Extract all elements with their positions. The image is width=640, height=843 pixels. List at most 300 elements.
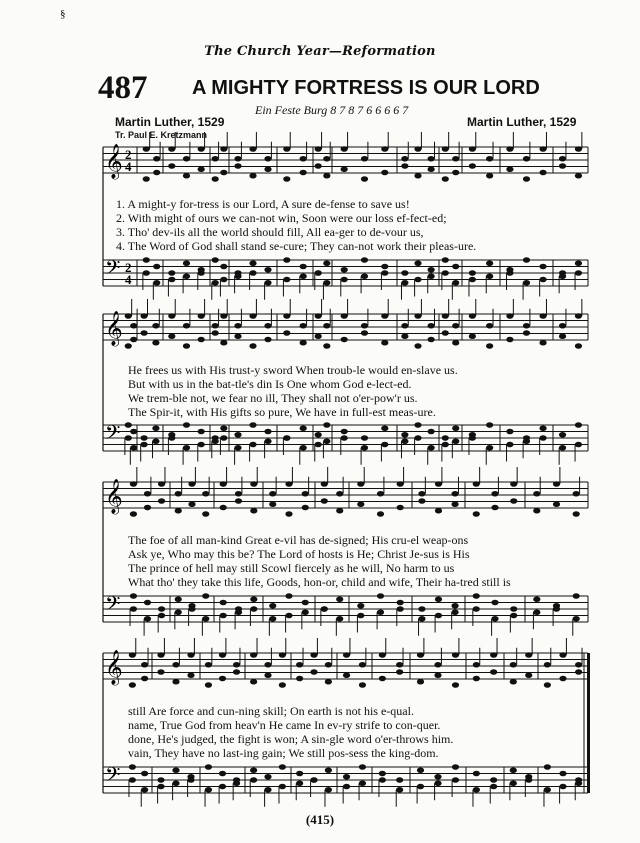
note-head (302, 600, 309, 606)
note-head (175, 596, 182, 602)
note-head (359, 662, 366, 668)
note-head (559, 676, 566, 682)
note-head (523, 280, 530, 286)
note-head (434, 780, 441, 786)
lyric-s4-v1: still Are force and cun-ning skill; On earth is not his e-qual. (128, 704, 414, 718)
note-head (296, 771, 303, 777)
note-head (129, 682, 136, 688)
treble-clef: 𝄞 (105, 650, 123, 685)
note-head (435, 596, 442, 602)
note-head (361, 273, 368, 279)
note-head (144, 600, 151, 606)
note-head (269, 603, 276, 609)
note-head (168, 277, 175, 283)
note-head (523, 323, 530, 329)
note-head (202, 491, 209, 497)
note-head (573, 616, 580, 622)
note-head (452, 340, 459, 346)
lyric-s1-v3: 3. Tho' dev-ils all the world should fill, All ea-ger to de-vour us, (116, 225, 424, 239)
note-head (158, 498, 165, 504)
note-head (125, 435, 132, 441)
note-head (264, 774, 271, 780)
note-head (235, 609, 242, 615)
note-head (381, 146, 388, 152)
note-head (361, 323, 368, 329)
note-head (510, 780, 517, 786)
note-head (285, 481, 292, 487)
note-head (250, 777, 257, 783)
note-head (559, 273, 566, 279)
note-head (401, 280, 408, 286)
time-signature: 4 (125, 159, 132, 174)
note-head (234, 156, 241, 162)
note-head (283, 435, 290, 441)
note-head (506, 146, 513, 152)
note-head (220, 340, 227, 346)
note-head (397, 505, 404, 511)
note-head (553, 606, 560, 612)
note-head (187, 652, 194, 658)
note-head (539, 170, 546, 176)
note-head (220, 146, 227, 152)
music-composer: Martin Luther, 1529 (467, 115, 577, 129)
note-head (153, 280, 160, 286)
note-head (381, 170, 388, 176)
note-head (401, 163, 408, 169)
note-head (220, 277, 227, 283)
lyric-s3-v1: The foe of all man-kind Great e-vil has de-signed; His cru-el weap-ons (128, 533, 469, 547)
note-head (341, 435, 348, 441)
note-head (198, 270, 205, 276)
note-head (302, 609, 309, 615)
note-head (250, 606, 257, 612)
note-head (205, 787, 212, 793)
note-head (510, 613, 517, 619)
note-head (296, 780, 303, 786)
note-head (539, 425, 546, 431)
note-head (300, 425, 307, 431)
note-head (573, 593, 580, 599)
note-head (469, 146, 476, 152)
note-head (539, 146, 546, 152)
note-head (264, 438, 271, 444)
note-head (250, 652, 257, 658)
note-head (315, 333, 322, 339)
note-head (341, 146, 348, 152)
note-head (310, 652, 317, 658)
note-head (428, 273, 435, 279)
note-head (491, 505, 498, 511)
note-head (130, 606, 137, 612)
note-head (341, 277, 348, 283)
note-head (357, 481, 364, 487)
note-head (310, 777, 317, 783)
note-head (491, 600, 498, 606)
note-head (249, 422, 256, 428)
note-head (544, 682, 551, 688)
note-head (533, 609, 540, 615)
note-head (143, 176, 150, 182)
note-head (469, 163, 476, 169)
note-head (323, 280, 330, 286)
note-head (198, 313, 205, 319)
note-head (212, 323, 219, 329)
note-head (343, 652, 350, 658)
note-head (452, 425, 459, 431)
note-head (323, 260, 330, 266)
note-head (418, 491, 425, 497)
note-head (220, 481, 227, 487)
note-head (205, 662, 212, 668)
note-head (325, 767, 332, 773)
note-head (469, 277, 476, 283)
note-head (157, 777, 164, 783)
note-head (357, 603, 364, 609)
note-head (300, 264, 307, 270)
note-head (249, 173, 256, 179)
note-head (325, 787, 332, 793)
note-head (205, 682, 212, 688)
note-head (428, 267, 435, 273)
note-head (559, 445, 566, 451)
note-head (315, 432, 322, 438)
note-head (361, 257, 368, 263)
note-head (452, 652, 459, 658)
note-head (220, 170, 227, 176)
note-head (486, 173, 493, 179)
note-head (506, 270, 513, 276)
note-head (533, 491, 540, 497)
note-head (442, 146, 449, 152)
note-head (523, 156, 530, 162)
note-head (559, 771, 566, 777)
note-head (279, 784, 286, 790)
note-head (300, 273, 307, 279)
note-head (523, 257, 530, 263)
note-head (183, 445, 190, 451)
note-head (323, 438, 330, 444)
note-head (234, 333, 241, 339)
note-head (321, 606, 328, 612)
note-head (490, 777, 497, 783)
note-head (233, 662, 240, 668)
note-head (279, 764, 286, 770)
note-head (325, 679, 332, 685)
note-head (125, 343, 132, 349)
note-head (172, 662, 179, 668)
note-head (153, 264, 160, 270)
note-head (302, 491, 309, 497)
note-head (315, 442, 322, 448)
note-head (451, 603, 458, 609)
note-head (539, 264, 546, 270)
note-head (377, 609, 384, 615)
note-head (220, 435, 227, 441)
note-head (234, 273, 241, 279)
note-head (381, 425, 388, 431)
note-head (434, 672, 441, 678)
note-head (428, 323, 435, 329)
note-head (283, 313, 290, 319)
note-head (486, 445, 493, 451)
note-head (285, 613, 292, 619)
note-head (523, 438, 530, 444)
note-head (336, 508, 343, 514)
note-head (315, 146, 322, 152)
text-author: Martin Luther, 1529 (115, 115, 225, 129)
note-head (172, 679, 179, 685)
note-head (473, 511, 480, 517)
ornament-mark: § (60, 8, 66, 20)
note-head (486, 260, 493, 266)
note-head (141, 771, 148, 777)
note-head (379, 676, 386, 682)
note-head (539, 435, 546, 441)
note-head (220, 600, 227, 606)
note-head (451, 501, 458, 507)
note-head (234, 323, 241, 329)
note-head (361, 435, 368, 441)
note-head (264, 429, 271, 435)
note-head (130, 323, 137, 329)
note-head (442, 442, 449, 448)
section-title: The Church Year—Reformation (204, 44, 436, 59)
note-head (168, 313, 175, 319)
lyric-s2-v1: He frees us with His trust-y sword When troub-le would en-slave us. (128, 363, 458, 377)
note-head (396, 787, 403, 793)
note-head (452, 764, 459, 770)
note-head (343, 774, 350, 780)
note-head (152, 340, 159, 346)
note-head (359, 682, 366, 688)
note-head (359, 780, 366, 786)
note-head (452, 438, 459, 444)
note-head (296, 662, 303, 668)
note-head (341, 313, 348, 319)
note-head (452, 156, 459, 162)
translator-credit: Tr. Paul E. Kretzmann (115, 130, 208, 140)
note-head (491, 616, 498, 622)
note-head (379, 652, 386, 658)
note-head (417, 784, 424, 790)
note-head (175, 491, 182, 497)
note-head (283, 146, 290, 152)
note-head (269, 616, 276, 622)
note-head (397, 481, 404, 487)
note-head (175, 609, 182, 615)
lyric-s4-v3: done, He's judged, the fight is won; A sin-gle word o'er-throws him. (128, 732, 454, 746)
note-head (285, 511, 292, 517)
note-head (219, 784, 226, 790)
note-head (575, 260, 582, 266)
note-head (434, 662, 441, 668)
note-head (341, 337, 348, 343)
note-head (473, 771, 480, 777)
note-head (469, 313, 476, 319)
note-head (397, 600, 404, 606)
note-head (212, 176, 219, 182)
note-head (414, 260, 421, 266)
note-head (157, 669, 164, 675)
note-head (533, 596, 540, 602)
note-head (219, 771, 226, 777)
note-head (418, 606, 425, 612)
treble-clef: 𝄞 (105, 479, 123, 514)
note-head (141, 662, 148, 668)
note-head (233, 780, 240, 786)
note-head (473, 481, 480, 487)
note-head (510, 662, 517, 668)
hymn-title: A MIGHTY FORTRESS IS OUR LORD (192, 77, 540, 99)
note-head (183, 422, 190, 428)
note-head (473, 662, 480, 668)
note-head (315, 270, 322, 276)
note-head (442, 435, 449, 441)
note-head (414, 343, 421, 349)
note-head (219, 652, 226, 658)
note-head (469, 333, 476, 339)
note-head (187, 672, 194, 678)
note-head (377, 491, 384, 497)
lyric-s4-v2: name, True God from heav'n He came In ev-ry strife to con-quer. (128, 718, 441, 732)
note-head (525, 777, 532, 783)
note-head (310, 669, 317, 675)
note-head (490, 652, 497, 658)
note-head (188, 606, 195, 612)
note-head (539, 340, 546, 346)
note-head (559, 784, 566, 790)
note-head (414, 313, 421, 319)
note-head (486, 156, 493, 162)
note-head (212, 330, 219, 336)
note-head (377, 593, 384, 599)
note-head (486, 273, 493, 279)
note-head (212, 438, 219, 444)
note-head (323, 173, 330, 179)
note-head (283, 330, 290, 336)
note-head (428, 337, 435, 343)
note-head (250, 767, 257, 773)
note-head (357, 613, 364, 619)
note-head (435, 613, 442, 619)
note-head (491, 491, 498, 497)
bass-clef: 𝄢 (105, 256, 121, 284)
note-head (486, 323, 493, 329)
note-head (183, 343, 190, 349)
note-head (143, 270, 150, 276)
note-head (283, 176, 290, 182)
note-head (130, 481, 137, 487)
note-head (269, 491, 276, 497)
note-head (323, 156, 330, 162)
note-head (442, 257, 449, 263)
note-head (575, 173, 582, 179)
note-head (143, 257, 150, 263)
note-head (283, 277, 290, 283)
note-head (158, 481, 165, 487)
note-head (341, 429, 348, 435)
time-signature: 2 (125, 147, 132, 162)
note-head (172, 780, 179, 786)
note-head (158, 613, 165, 619)
note-head (559, 323, 566, 329)
note-head (323, 343, 330, 349)
note-head (130, 337, 137, 343)
note-head (573, 511, 580, 517)
treble-clef: 𝄞 (105, 144, 123, 179)
note-head (490, 784, 497, 790)
note-head (452, 323, 459, 329)
note-head (575, 780, 582, 786)
bass-clef: 𝄢 (105, 763, 121, 791)
note-head (381, 313, 388, 319)
note-head (325, 662, 332, 668)
note-head (575, 313, 582, 319)
note-head (212, 156, 219, 162)
note-head (417, 679, 424, 685)
note-head (451, 609, 458, 615)
note-head (559, 163, 566, 169)
note-head (279, 682, 286, 688)
note-head (321, 498, 328, 504)
note-head (575, 669, 582, 675)
note-head (264, 672, 271, 678)
note-head (377, 511, 384, 517)
note-head (414, 146, 421, 152)
note-head (343, 784, 350, 790)
note-head (144, 616, 151, 622)
note-head (361, 445, 368, 451)
note-head (361, 156, 368, 162)
note-head (506, 166, 513, 172)
note-head (125, 422, 132, 428)
note-head (418, 498, 425, 504)
time-signature: 2 (125, 260, 132, 275)
note-head (157, 652, 164, 658)
note-head (158, 606, 165, 612)
note-head (183, 323, 190, 329)
note-head (285, 593, 292, 599)
note-head (401, 333, 408, 339)
note-head (510, 481, 517, 487)
note-head (264, 662, 271, 668)
note-head (183, 156, 190, 162)
note-head (249, 313, 256, 319)
note-head (153, 156, 160, 162)
note-head (220, 425, 227, 431)
note-head (264, 280, 271, 286)
note-head (442, 270, 449, 276)
lyric-s2-v3: We trem-ble not, we fear no ill, They shall not o'er-pow'r us. (128, 391, 418, 405)
note-head (575, 270, 582, 276)
note-head (435, 508, 442, 514)
note-head (417, 652, 424, 658)
note-head (250, 481, 257, 487)
note-head (296, 676, 303, 682)
note-head (506, 442, 513, 448)
note-head (510, 498, 517, 504)
note-head (129, 764, 136, 770)
treble-clef: 𝄞 (105, 311, 123, 346)
note-head (323, 422, 330, 428)
note-head (198, 442, 205, 448)
note-head (359, 764, 366, 770)
note-head (379, 777, 386, 783)
note-head (414, 435, 421, 441)
note-head (442, 330, 449, 336)
note-head (183, 173, 190, 179)
note-head (525, 672, 532, 678)
